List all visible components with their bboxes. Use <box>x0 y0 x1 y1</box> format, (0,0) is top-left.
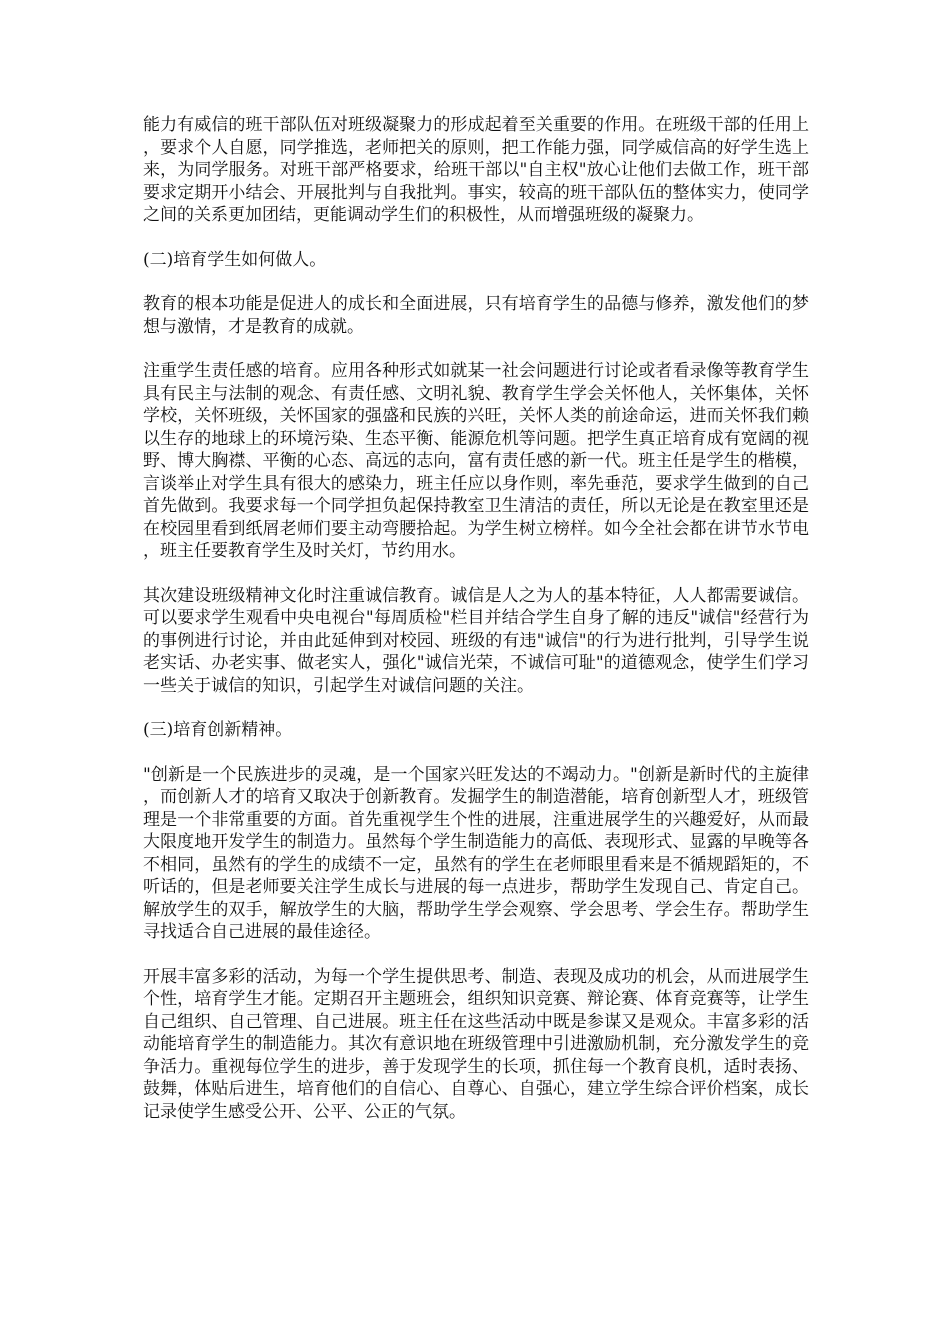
document-page <box>143 114 809 1145</box>
section-heading-2: (二)培育学生如何做人。 <box>143 249 327 270</box>
paragraph-integrity: 其次建设班级精神文化时注重诚信教育。诚信是人之为人的基本特征，人人都需要诚信。可以要求学生观看中央电视台"每周质检"栏目并结合学生自身了解的违反"诚信"经营行为的事例进行讨论，并由此延伸到对校园、班级的有违"诚信"的行为进行批判，引导学生说老实话、办老实事、做老实人，强化"诚信光荣，不诚信可耻"的道德观念，使学生们学习一些关于诚信的知识，引起学生对诚信问题的关注。 <box>143 585 809 696</box>
paragraph-activities: 开展丰富多彩的活动，为每一个学生提供思考、制造、表现及成功的机会，从而进展学生个性，培育学生才能。定期召开主题班会，组织知识竞赛、辩论赛、体育竞赛等，让学生自己组织、自己管理、自己进展。班主任在这些活动中既是参谋又是观众。丰富多彩的活动能培育学生的制造能力。其次有意识地在班级管理中引进激励机制，充分激发学生的竞争活力。重视每位学生的进步，善于发现学生的长项，抓住每一个教育良机，适时表扬、鼓舞，体贴后进生，培育他们的自信心、自尊心、自强心，建立学生综合评价档案，成长记录使学生感受公开、公平、公正的气氛。 <box>143 966 809 1122</box>
paragraph-class-cadre: 能力有威信的班干部队伍对班级凝聚力的形成起着至关重要的作用。在班级干部的任用上，要求个人自愿，同学推选，老师把关的原则，把工作能力强，同学威信高的好学生选上来，为同学服务。对班干部严格要求，给班干部以"自主权"放心让他们去做工作，班干部要求定期开小结会、开展批判与自我批判。事实，较高的班干部队伍的整体实力，使同学之间的关系更加团结，更能调动学生们的积极性，从而增强班级的凝聚力。 <box>143 115 809 225</box>
paragraph-innovation: "创新是一个民族进步的灵魂，是一个国家兴旺发达的不竭动力。"创新是新时代的主旋律，而创新人才的培育又取决于创新教育。发掘学生的制造潜能，培育创新型人才，班级管理是一个非常重要的方面。首先重视学生个性的进展，注重进展学生的兴趣爱好，从而最大限度地开发学生的制造力。虽然每个学生制造能力的高低、表现形式、显露的早晚等各不相同，虽然有的学生的成绩不一定，虽然有的学生在老师眼里看来是不循规蹈矩的，不听话的，但是老师要关注学生成长与进展的每一点进步，帮助学生发现自己、肯定自己。解放学生的双手，解放学生的大脑，帮助学生学会观察、学会思考、学会生存。帮助学生寻找适合自己进展的最佳途径。 <box>143 764 809 942</box>
section-heading-3: (三)培育创新精神。 <box>143 720 293 740</box>
paragraph-responsibility: 注重学生责任感的培育。应用各种形式如就某一社会问题进行讨论或者看录像等教育学生具有民主与法制的观念、有责任感、文明礼貌、教育学生学会关怀他人，关怀集体，关怀学校，关怀班级，关怀国家的强盛和民族的兴旺，关怀人类的前途命运，进而关怀我们赖以生存的地球上的环境污染、生态平衡、能源危机等问题。把学生真正培育成有宽阔的视野、博大胸襟、平衡的心态、高远的志向，富有责任感的新一代。班主任是学生的楷模，言谈举止对学生具有很大的感染力，班主任应以身作则，率先垂范，要求学生做到的自己首先做到。我要求每一个同学担负起保持教室卫生清洁的责任，所以无论是在教室里还是在校园里看到纸屑老师们要主动弯腰拾起。为学生树立榜样。如今全社会都在讲节水节电，班主任要教育学生及时关灯，节约用水。 <box>143 361 809 561</box>
paragraph-education-function: 教育的根本功能是促进人的成长和全面进展，只有培育学生的品德与修养，激发他们的梦想与激情，才是教育的成就。 <box>143 294 809 337</box>
